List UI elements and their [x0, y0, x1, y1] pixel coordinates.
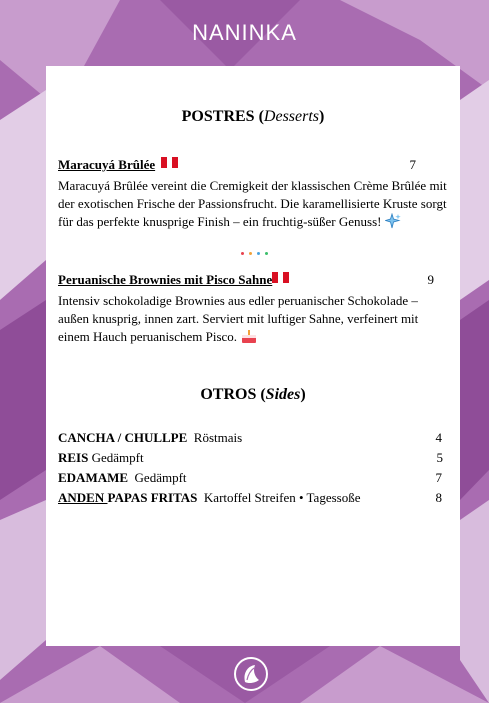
side-item-cancha [58, 430, 442, 446]
postres-title: POSTRES [181, 108, 255, 125]
menu-item-maracuya [58, 157, 442, 173]
side-item-papas-fritas [58, 490, 442, 506]
side-item-price: 4 [435, 430, 442, 445]
side-item-name: CANCHA / CHULLPE [58, 430, 188, 445]
item-price: 7 [409, 157, 416, 172]
otros-subtitle: Sides [265, 386, 301, 403]
side-item-name: PAPAS FRITAS [107, 490, 198, 505]
peru-flag-icon [161, 157, 178, 168]
side-item-price: 7 [435, 470, 442, 485]
side-item-detail: Gedämpft [134, 470, 187, 485]
menu-card [46, 66, 460, 646]
side-item-price: 5 [436, 450, 443, 465]
side-item-detail: Gedämpft [91, 450, 144, 465]
menu-item-brownies [58, 272, 442, 288]
item-name: Maracuyá Brûlée [58, 157, 156, 172]
restaurant-logo-icon [233, 656, 269, 692]
postres-heading: POSTRES (Desserts) [181, 108, 325, 125]
otros-title: OTROS [200, 386, 257, 403]
item-description: Intensiv schokoladige Brownies aus edler peruanischer Schokolade – außen knusprig, innen zart. Serviert mit luftiger Sahne, verfeinert mit einem Hauch peruanischem Pisco. [58, 293, 419, 344]
side-item-name: REIS [58, 450, 89, 465]
side-item-edamame [58, 470, 442, 486]
peru-flag-icon [272, 272, 289, 283]
side-item-name-prefix: ANDEN [58, 490, 108, 505]
sparkles-icon [385, 213, 401, 229]
item-name: Peruanische Brownies mit Pisco Sahne [58, 272, 273, 287]
side-item-price: 8 [435, 490, 442, 505]
item-description: Maracuyá Brûlée vereint die Cremigkeit der klassischen Crème Brûlée mit der exotischen Frische der Passionsfrucht. Die karamellisierte Kruste sorgt für das perfekte knusprige Finish – ein fruchtig-süßer Genuss! [58, 178, 447, 229]
side-item-detail: Kartoffel Streifen • Tagessoße [203, 490, 361, 505]
cake-icon [241, 329, 257, 344]
otros-heading: OTROS (Sides) [200, 386, 306, 403]
item-price: 9 [427, 272, 434, 287]
side-item-name: EDAMAME [58, 470, 129, 485]
brand-logo-text: NANINKA [192, 20, 297, 45]
side-item-detail: Röstmais [193, 430, 243, 445]
postres-subtitle: Desserts [263, 108, 320, 125]
side-item-reis [58, 450, 442, 466]
